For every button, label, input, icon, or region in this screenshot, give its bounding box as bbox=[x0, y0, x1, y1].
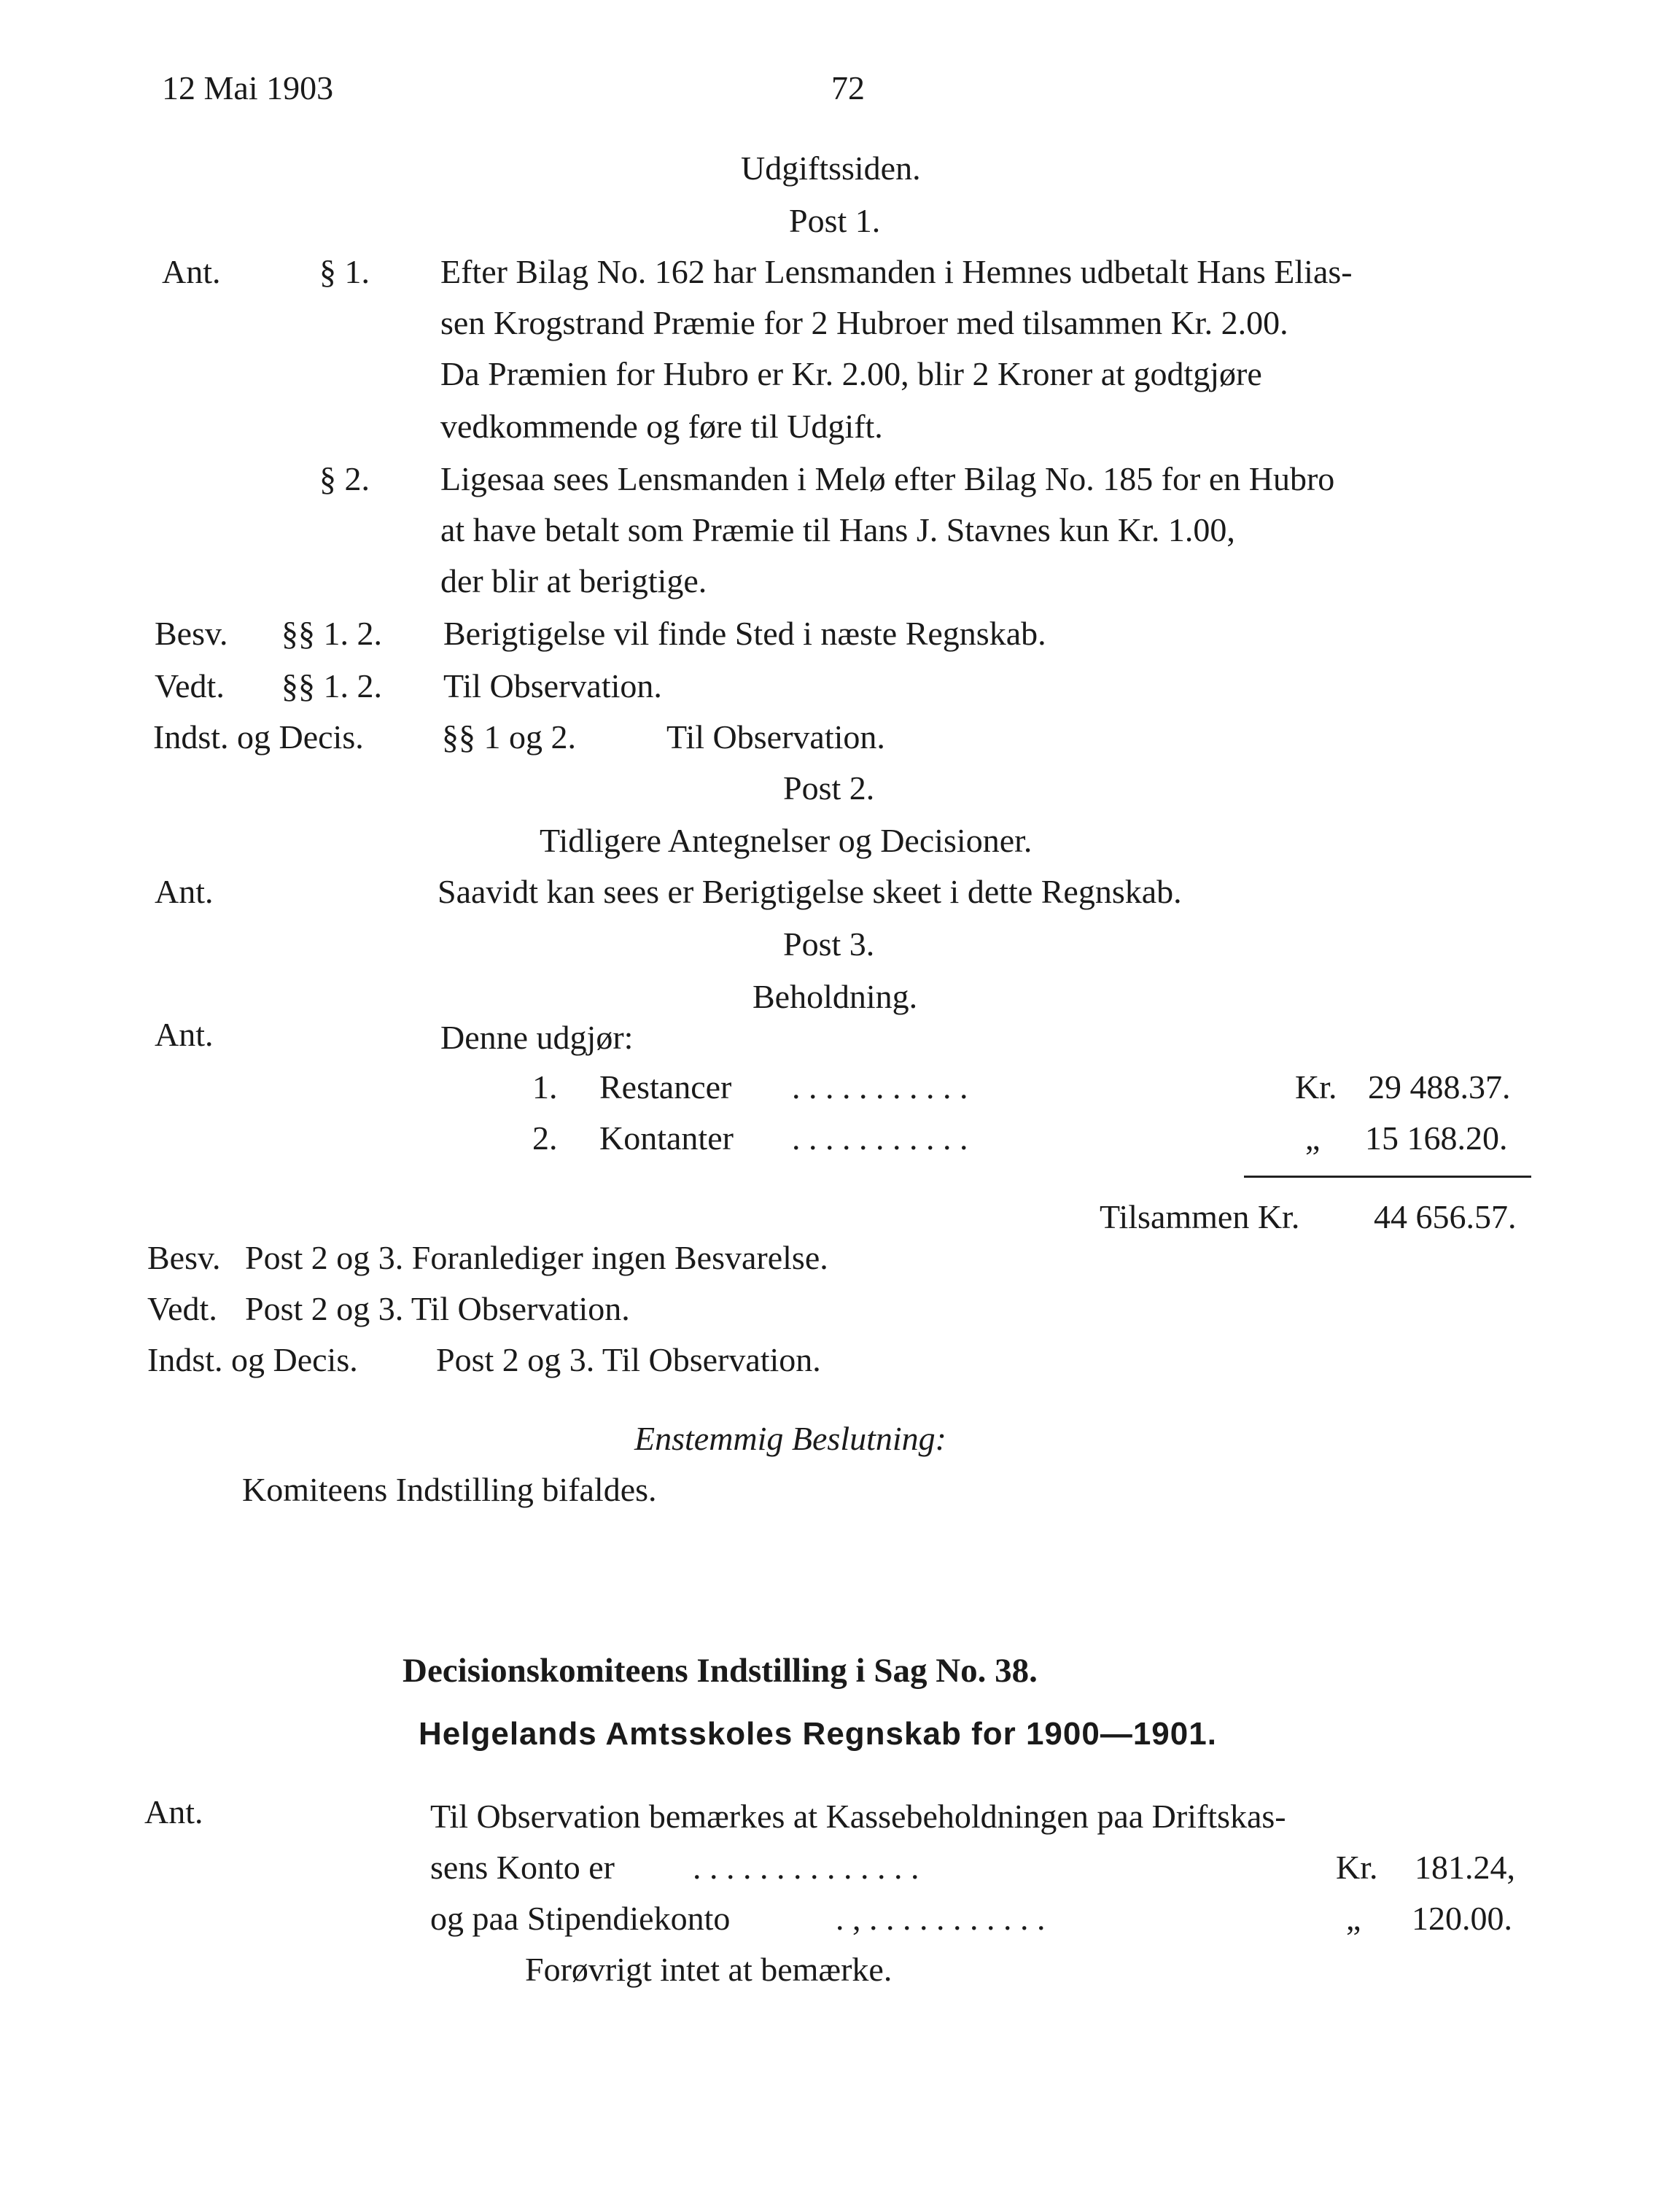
post1-para1-line1: Efter Bilag No. 162 har Lensmanden i Hemnes udbetalt Hans Elias- bbox=[440, 253, 1353, 290]
post2-heading: Post 2. bbox=[783, 769, 875, 807]
post1-para2-line3: der blir at berigtige. bbox=[440, 562, 707, 599]
post1-heading: Post 1. bbox=[789, 202, 881, 239]
post1-indst-ref: §§ 1 og 2. bbox=[442, 718, 576, 756]
page-number: 72 bbox=[831, 69, 865, 106]
post1-ant-label: Ant. bbox=[162, 253, 221, 290]
post1-besv-label: Besv. bbox=[155, 615, 228, 652]
case-line2-amount: 181.24, bbox=[1415, 1849, 1515, 1886]
case-closing: Forøvrigt intet at bemærke. bbox=[525, 1951, 892, 1988]
holdings-item-number: 2. bbox=[532, 1119, 558, 1157]
holdings-item-number: 1. bbox=[532, 1068, 558, 1106]
holdings-item-leader: . . . . . . . . . . . bbox=[792, 1068, 968, 1106]
resolution-text: Komiteens Indstilling bifaldes. bbox=[242, 1471, 657, 1508]
resolution-heading: Enstemmig Beslutning: bbox=[634, 1420, 946, 1457]
decision-vedt-label: Vedt. bbox=[147, 1290, 217, 1327]
holdings-item-unit: Kr. bbox=[1295, 1068, 1337, 1106]
total-label: Tilsammen Kr. bbox=[1100, 1198, 1300, 1235]
post1-vedt-label: Vedt. bbox=[155, 667, 225, 704]
case-line3-leader: . , . . . . . . . . . . . bbox=[836, 1900, 1046, 1937]
holdings-item-amount: 29 488.37. bbox=[1368, 1068, 1511, 1106]
post1-besv-ref: §§ 1. 2. bbox=[281, 615, 382, 652]
post3-heading: Post 3. bbox=[783, 925, 875, 963]
post3-subheading: Beholdning. bbox=[752, 978, 918, 1015]
case-line2-label: sens Konto er bbox=[430, 1849, 615, 1886]
case-line3-unit: „ bbox=[1346, 1900, 1361, 1937]
holdings-item-amount: 15 168.20. bbox=[1365, 1119, 1508, 1157]
post1-para1-line4: vedkommende og føre til Udgift. bbox=[440, 408, 883, 445]
case-line2-unit: Kr. bbox=[1336, 1849, 1378, 1886]
case-line3-label: og paa Stipendiekonto bbox=[430, 1900, 731, 1937]
case-subtitle: Helgelands Amtsskoles Regnskab for 1900—1901. bbox=[419, 1716, 1217, 1752]
post2-ant-label: Ant. bbox=[155, 873, 214, 910]
post1-vedt-ref: §§ 1. 2. bbox=[281, 667, 382, 704]
decision-vedt-text: Post 2 og 3. Til Observation. bbox=[245, 1290, 630, 1327]
decision-besv-text: Post 2 og 3. Foranlediger ingen Besvarelse. bbox=[245, 1239, 828, 1276]
post2-subheading: Tidligere Antegnelser og Decisioner. bbox=[540, 822, 1032, 859]
case-line3-amount: 120.00. bbox=[1412, 1900, 1512, 1937]
post3-ant-label: Ant. bbox=[155, 1016, 214, 1053]
post2-ant-text: Saavidt kan sees er Berigtigelse skeet i dette Regnskab. bbox=[438, 873, 1182, 910]
section-title-udgiftssiden: Udgiftssiden. bbox=[741, 149, 921, 187]
total-amount: 44 656.57. bbox=[1374, 1198, 1517, 1235]
post1-para1-line3: Da Præmien for Hubro er Kr. 2.00, blir 2 Kroner at godtgjøre bbox=[440, 355, 1262, 392]
post1-para2-line1: Ligesaa sees Lensmanden i Melø efter Bilag No. 185 for en Hubro bbox=[440, 460, 1335, 497]
case-ant-label: Ant. bbox=[144, 1793, 203, 1830]
decision-indst-label: Indst. og Decis. bbox=[147, 1341, 358, 1378]
sum-rule bbox=[1244, 1176, 1531, 1178]
holdings-item-label: Restancer bbox=[599, 1068, 732, 1106]
holdings-item-unit: „ bbox=[1305, 1119, 1321, 1157]
case-title: Decisionskomiteens Indstilling i Sag No. 38. bbox=[402, 1652, 1038, 1690]
holdings-item-leader: . . . . . . . . . . . bbox=[792, 1119, 968, 1157]
post3-intro: Denne udgjør: bbox=[440, 1019, 634, 1056]
decision-besv-label: Besv. bbox=[147, 1239, 221, 1276]
page-date: 12 Mai 1903 bbox=[162, 69, 334, 106]
decision-indst-text: Post 2 og 3. Til Observation. bbox=[436, 1341, 821, 1378]
holdings-item-label: Kontanter bbox=[599, 1119, 734, 1157]
post1-indst-text: Til Observation. bbox=[666, 718, 885, 756]
post1-para2-line2: at have betalt som Præmie til Hans J. Stavnes kun Kr. 1.00, bbox=[440, 511, 1235, 548]
post1-indst-label: Indst. og Decis. bbox=[153, 718, 364, 756]
post1-paragraph1-number: § 1. bbox=[319, 253, 370, 290]
case-line2-leader: . . . . . . . . . . . . . . bbox=[693, 1849, 919, 1886]
case-line1: Til Observation bemærkes at Kassebeholdningen paa Driftskas- bbox=[430, 1798, 1286, 1835]
post1-paragraph2-number: § 2. bbox=[319, 460, 370, 497]
post1-besv-text: Berigtigelse vil finde Sted i næste Regnskab. bbox=[443, 615, 1046, 652]
post1-para1-line2: sen Krogstrand Præmie for 2 Hubroer med tilsammen Kr. 2.00. bbox=[440, 304, 1288, 341]
post1-vedt-text: Til Observation. bbox=[443, 667, 662, 704]
